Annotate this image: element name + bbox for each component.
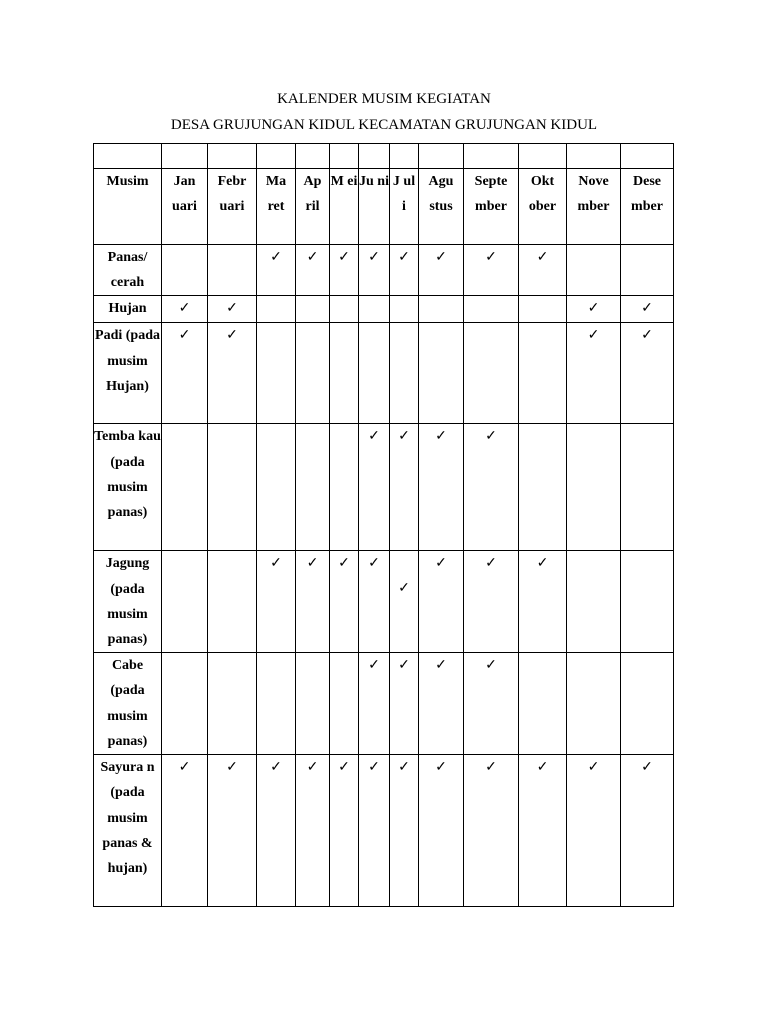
check-mark-icon: ✓ <box>536 556 549 572</box>
header-month: Ma ret <box>257 169 296 245</box>
month-cell <box>330 296 359 323</box>
month-cell <box>296 323 330 424</box>
month-cell <box>519 424 567 551</box>
month-cell <box>257 551 296 653</box>
check-mark-icon: ✓ <box>587 301 600 317</box>
month-cell <box>464 296 519 323</box>
header-month: Ju ni <box>359 169 390 245</box>
row-label: Hujan <box>94 296 162 323</box>
row-label: Jagung (pada musim panas) <box>94 551 162 653</box>
month-cell <box>162 424 208 551</box>
check-mark-icon: ✓ <box>226 328 238 344</box>
season-calendar-table <box>93 143 674 907</box>
check-mark-icon: ✓ <box>398 658 410 674</box>
month-cell <box>519 296 567 323</box>
header-month: Nove mber <box>567 169 621 245</box>
month-cell <box>419 296 464 323</box>
check-mark-icon: ✓ <box>178 760 191 776</box>
month-cell <box>390 245 419 296</box>
header-month: Dese mber <box>621 169 674 245</box>
check-mark-icon: ✓ <box>435 250 447 265</box>
document-title: KALENDER MUSIM KEGIATAN <box>277 91 491 107</box>
month-cell <box>390 551 419 653</box>
month-cell <box>208 245 257 296</box>
month-cell <box>208 551 257 653</box>
month-cell <box>359 755 390 907</box>
check-mark-icon: ✓ <box>338 556 350 572</box>
month-cell <box>419 653 464 755</box>
month-cell <box>464 245 519 296</box>
check-mark-icon: ✓ <box>435 429 447 445</box>
month-cell <box>208 296 257 323</box>
month-cell <box>390 653 419 755</box>
check-mark-icon: ✓ <box>178 328 191 344</box>
header-month: Agu stus <box>419 169 464 245</box>
month-cell <box>621 653 674 755</box>
month-cell <box>567 653 621 755</box>
month-cell <box>519 755 567 907</box>
month-cell <box>621 755 674 907</box>
month-cell <box>330 424 359 551</box>
check-mark-icon: ✓ <box>435 658 447 674</box>
header-row <box>94 169 674 245</box>
month-cell <box>208 653 257 755</box>
month-cell <box>419 245 464 296</box>
month-cell <box>390 755 419 907</box>
month-cell <box>257 296 296 323</box>
month-cell <box>621 551 674 653</box>
month-cell <box>390 323 419 424</box>
month-cell <box>257 653 296 755</box>
month-cell <box>208 424 257 551</box>
header-month: Febr uari <box>208 169 257 245</box>
month-cell <box>296 551 330 653</box>
month-cell <box>257 755 296 907</box>
check-mark-icon: ✓ <box>306 556 319 572</box>
check-mark-icon: ✓ <box>641 328 653 344</box>
check-mark-icon: ✓ <box>368 556 380 572</box>
month-cell <box>162 653 208 755</box>
check-mark-icon: ✓ <box>398 581 410 597</box>
header-musim: Musim <box>94 169 162 245</box>
header-month: Okt ober <box>519 169 567 245</box>
month-cell <box>419 323 464 424</box>
check-mark-icon: ✓ <box>485 760 497 776</box>
check-mark-icon: ✓ <box>587 760 600 776</box>
check-mark-icon: ✓ <box>485 250 497 265</box>
month-cell <box>162 323 208 424</box>
month-cell <box>296 245 330 296</box>
month-cell <box>390 424 419 551</box>
month-cell <box>567 755 621 907</box>
check-mark-icon: ✓ <box>641 301 653 317</box>
month-cell <box>296 755 330 907</box>
month-cell <box>257 323 296 424</box>
document-subtitle: DESA GRUJUNGAN KIDUL KECAMATAN GRUJUNGAN KIDUL <box>170 117 598 133</box>
month-cell <box>519 245 567 296</box>
month-cell <box>621 424 674 551</box>
check-mark-icon: ✓ <box>587 328 600 344</box>
month-cell <box>567 424 621 551</box>
month-cell <box>567 296 621 323</box>
month-cell <box>359 653 390 755</box>
header-month: Ap ril <box>296 169 330 245</box>
month-cell <box>359 424 390 551</box>
row-label: Panas/ cerah <box>94 245 162 296</box>
check-mark-icon: ✓ <box>398 250 410 265</box>
month-cell <box>296 424 330 551</box>
month-cell <box>330 323 359 424</box>
header-month: M ei <box>330 169 359 245</box>
month-cell <box>519 323 567 424</box>
check-mark-icon: ✓ <box>368 429 380 445</box>
check-mark-icon: ✓ <box>536 250 549 265</box>
check-mark-icon: ✓ <box>641 760 653 776</box>
month-cell <box>296 653 330 755</box>
month-cell <box>162 245 208 296</box>
month-cell <box>464 755 519 907</box>
month-cell <box>359 323 390 424</box>
header-month: J ul i <box>390 169 419 245</box>
month-cell <box>464 424 519 551</box>
check-mark-icon: ✓ <box>306 760 319 776</box>
month-cell <box>162 755 208 907</box>
month-cell <box>330 551 359 653</box>
check-mark-icon: ✓ <box>435 556 447 572</box>
month-cell <box>359 245 390 296</box>
check-mark-icon: ✓ <box>338 250 350 265</box>
month-cell <box>359 296 390 323</box>
check-mark-icon: ✓ <box>338 760 350 776</box>
month-cell <box>621 245 674 296</box>
check-mark-icon: ✓ <box>270 250 282 265</box>
month-cell <box>208 323 257 424</box>
check-mark-icon: ✓ <box>368 760 380 776</box>
table-row <box>94 296 674 323</box>
check-mark-icon: ✓ <box>226 301 238 317</box>
check-mark-icon: ✓ <box>306 250 319 265</box>
month-cell <box>567 323 621 424</box>
table-row <box>94 424 674 551</box>
check-mark-icon: ✓ <box>270 556 282 572</box>
check-mark-icon: ✓ <box>270 760 282 776</box>
check-mark-icon: ✓ <box>435 760 447 776</box>
check-mark-icon: ✓ <box>178 301 191 317</box>
month-cell <box>162 296 208 323</box>
check-mark-icon: ✓ <box>226 760 238 776</box>
row-label: Padi (pada musim Hujan) <box>94 323 162 424</box>
month-cell <box>257 245 296 296</box>
table-row <box>94 755 674 907</box>
month-cell <box>519 653 567 755</box>
row-label: Temba kau (pada musim panas) <box>94 424 162 551</box>
month-cell <box>621 296 674 323</box>
month-cell <box>621 323 674 424</box>
month-cell <box>390 296 419 323</box>
check-mark-icon: ✓ <box>485 429 497 445</box>
row-label: Cabe (pada musim panas) <box>94 653 162 755</box>
table-row <box>94 245 674 296</box>
header-month: Septe mber <box>464 169 519 245</box>
month-cell <box>296 296 330 323</box>
check-mark-icon: ✓ <box>536 760 549 776</box>
table-row <box>94 323 674 424</box>
month-cell <box>208 755 257 907</box>
month-cell <box>359 551 390 653</box>
check-mark-icon: ✓ <box>485 556 497 572</box>
month-cell <box>419 755 464 907</box>
month-cell <box>567 551 621 653</box>
check-mark-icon: ✓ <box>398 760 410 776</box>
table-row <box>94 653 674 755</box>
check-mark-icon: ✓ <box>485 658 497 674</box>
table-row <box>94 551 674 653</box>
month-cell <box>330 653 359 755</box>
month-cell <box>464 551 519 653</box>
month-cell <box>567 245 621 296</box>
check-mark-icon: ✓ <box>398 429 410 445</box>
month-cell <box>330 245 359 296</box>
check-mark-icon: ✓ <box>368 658 380 674</box>
header-month: Jan uari <box>162 169 208 245</box>
month-cell <box>419 551 464 653</box>
month-cell <box>257 424 296 551</box>
blank-row <box>94 144 674 169</box>
month-cell <box>519 551 567 653</box>
check-mark-icon: ✓ <box>368 250 380 265</box>
month-cell <box>330 755 359 907</box>
month-cell <box>419 424 464 551</box>
month-cell <box>464 653 519 755</box>
month-cell <box>464 323 519 424</box>
month-cell <box>162 551 208 653</box>
row-label: Sayura n (pada musim panas & hujan) <box>94 755 162 907</box>
